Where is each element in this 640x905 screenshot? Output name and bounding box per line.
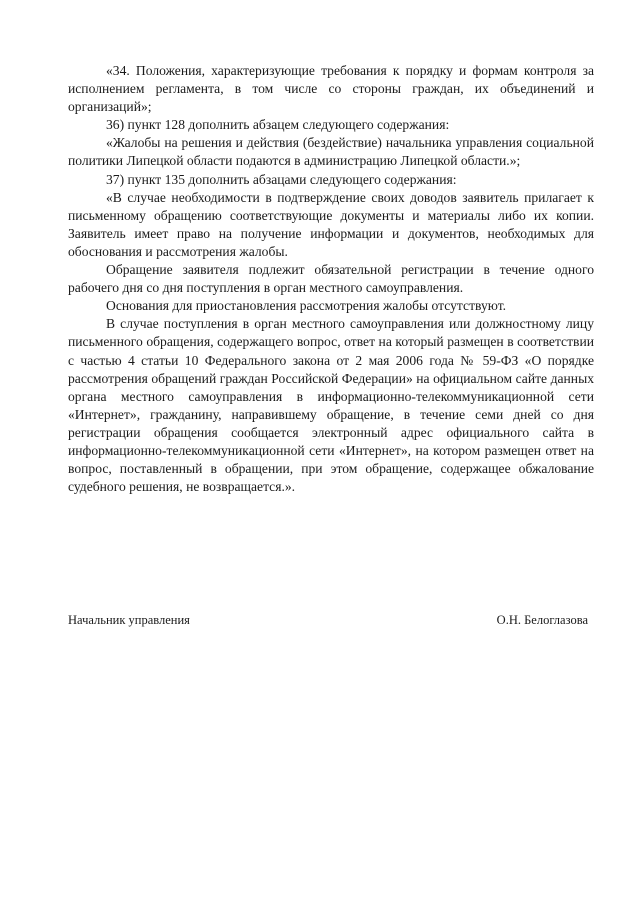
- paragraph-supporting-documents: «В случае необходимости в подтверждение своих доводов заявитель прилагает к письменному обращению соответствующие документы и материалы либо их копии. Заявитель имеет право на получение информации и документов, необходимых для обоснования и рассмотрения жалобы.: [68, 189, 594, 259]
- signature-block: [68, 612, 594, 628]
- paragraph-complaints-quote: «Жалобы на решения и действия (бездействие) начальника управления социальной политики Липецкой области подаются в администрацию Липецкой области.»;: [68, 135, 594, 169]
- document-body: [68, 62, 594, 496]
- paragraph-point-37: 37) пункт 135 дополнить абзацами следующего содержания:: [106, 171, 457, 187]
- signatory-position: Начальник управления: [68, 613, 190, 627]
- paragraph-registration: Обращение заявителя подлежит обязательной регистрации в течение одного рабочего дня со дня поступления в орган местного самоуправления.: [68, 262, 594, 296]
- signatory-name: О.Н. Белоглазова: [496, 613, 588, 627]
- paragraph-suspension: Основания для приостановления рассмотрения жалобы отсутствуют.: [106, 298, 507, 314]
- paragraph-point-36: 36) пункт 128 дополнить абзацем следующего содержания:: [106, 117, 450, 133]
- paragraph-item-34-quote: «34. Положения, характеризующие требования к порядку и формам контроля за исполнением регламента, в том числе со стороны граждан, их объединений и организаций»;: [68, 63, 594, 115]
- paragraph-internet-answer: В случае поступления в орган местного самоуправления или должностному лицу письменного обращения, содержащего вопрос, ответ на который размещен в соответствии с частью 4 статьи 10 Федерального закона от 2 мая 2006 года № 59-ФЗ «О порядке рассмотрения обращений граждан Российской Федерации» на официальном сайте данных органа местного самоуправления в информационно-телекоммуникационной сети «Интернет», гражданину, направившему обращение, в течение семи дней со дня регистрации обращения сообщается электронный адрес официального сайта в информационно-телекоммуникационной сети «Интернет», на котором размещен ответ на вопрос, поставленный в обращении, при этом обращение, содержащее обжалование судебного решения, не возвращается.».: [68, 316, 594, 495]
